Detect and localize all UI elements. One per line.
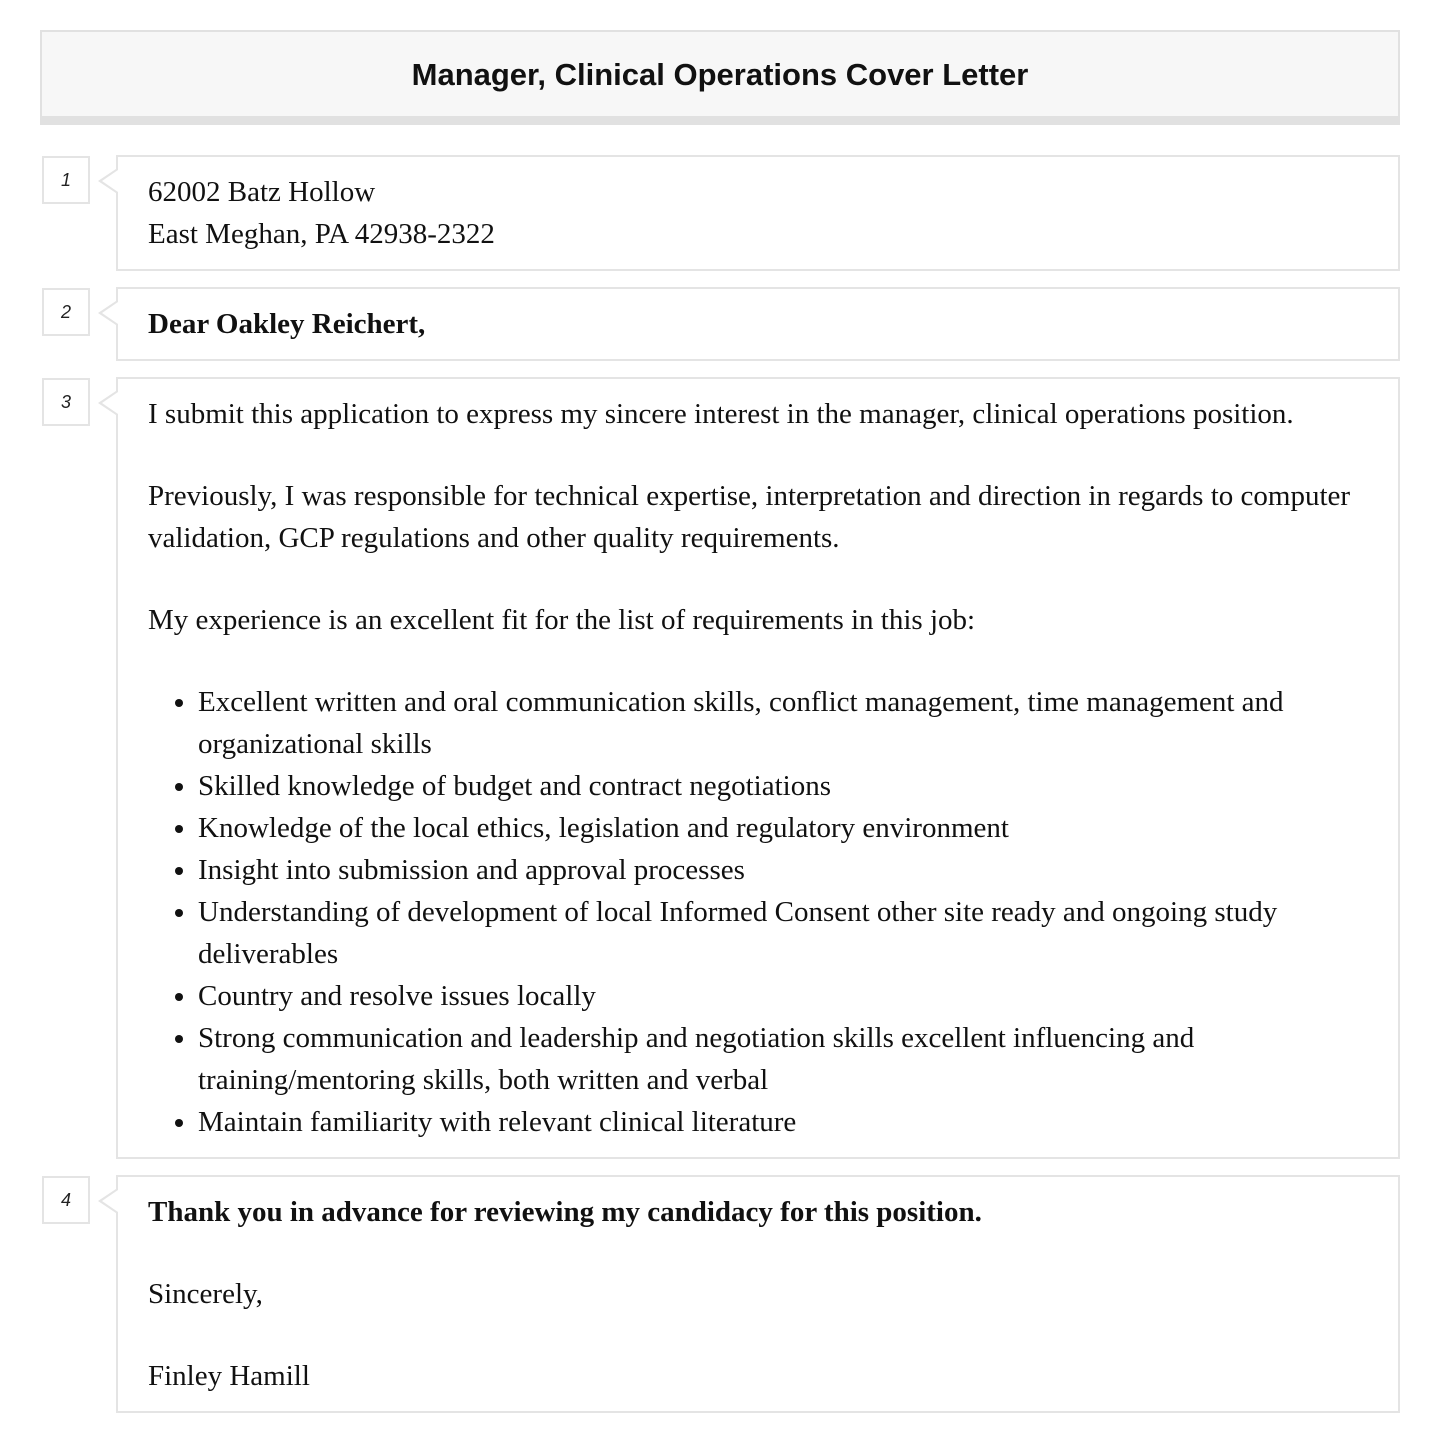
list-item: • Insight into submission and approval processes <box>198 849 1368 891</box>
list-item: • Knowledge of the local ethics, legislation and regulatory environment <box>198 807 1368 849</box>
section-number: 2 <box>42 288 90 336</box>
list-item: • Excellent written and oral communication skills, conflict management, time management and organizational skills <box>198 681 1368 765</box>
experience-paragraph: Previously, I was responsible for technical expertise, interpretation and direction in regards to computer validation, GCP regulations and other quality requirements. <box>148 480 1351 554</box>
thanks-line: Thank you in advance for reviewing my candidacy for this position. <box>148 1196 982 1228</box>
list-item: • Understanding of development of local Informed Consent other site ready and ongoing study deliverables <box>198 891 1368 975</box>
page-header <box>40 30 1400 125</box>
salutation: Dear Oakley Reichert, <box>148 308 426 340</box>
requirements-list <box>148 681 1368 1143</box>
closing-block <box>116 1175 1400 1413</box>
closing-line: Sincerely, <box>148 1278 263 1310</box>
intro-paragraph: I submit this application to express my sincere interest in the manager, clinical operations position. <box>148 398 1294 430</box>
list-item: • Skilled knowledge of budget and contract negotiations <box>198 765 1368 807</box>
fit-statement: My experience is an excellent fit for the list of requirements in this job: <box>148 604 976 636</box>
signature: Finley Hamill <box>148 1360 310 1392</box>
section-number: 3 <box>42 378 90 426</box>
body-block <box>116 377 1400 1159</box>
list-item: • Country and resolve issues locally <box>198 975 1368 1017</box>
salutation-block <box>116 287 1400 361</box>
address-block <box>116 155 1400 271</box>
address-line-1: 62002 Batz Hollow <box>148 176 376 208</box>
address-line-2: East Meghan, PA 42938-2322 <box>148 218 495 250</box>
list-item: • Strong communication and leadership and negotiation skills excellent influencing and training/mentoring skills, both written and verbal <box>198 1017 1368 1101</box>
section-number: 1 <box>42 156 90 204</box>
page-title: Manager, Clinical Operations Cover Letter <box>411 57 1029 92</box>
section-number: 4 <box>42 1176 90 1224</box>
list-item: • Maintain familiarity with relevant clinical literature <box>198 1101 1368 1143</box>
